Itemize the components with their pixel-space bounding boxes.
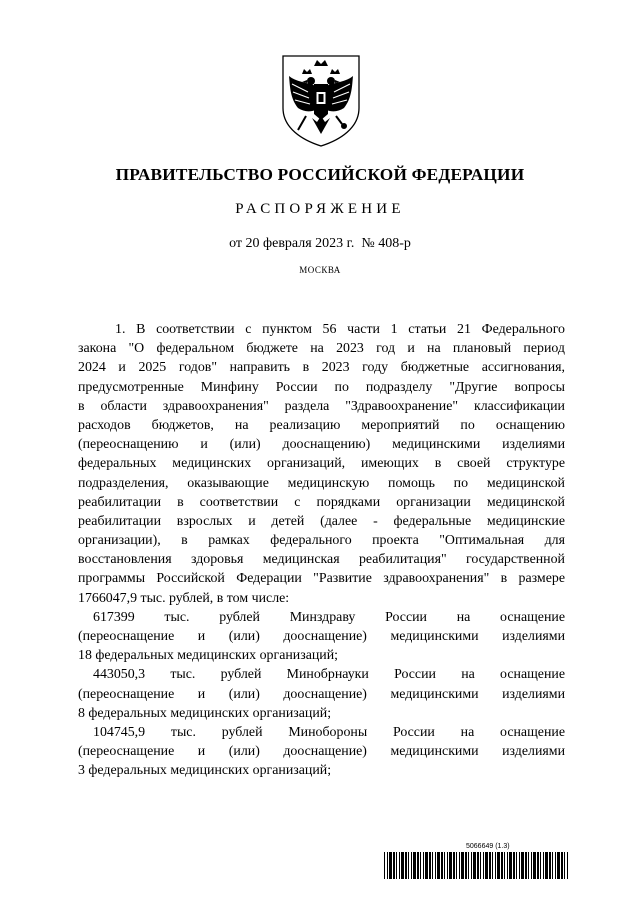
body-line: 104745,9 тыс. рублей Минобороны России на оснащение [93,724,565,740]
body-line: восстановления здоровья медицинская реабилитация" государственной [78,552,565,568]
body-line: (переоснащению и (или) дооснащению) медицинскими изделиями [78,437,565,453]
document-date: от 20 февраля 2023 г. [229,236,355,251]
body-line: 3 федеральных медицинских организаций; [78,763,332,779]
barcode-icon [384,852,568,879]
body-line: в области здравоохранения" раздела "Здравоохранение" классификации [78,398,565,414]
barcode-number: 5066649 (1.3) [466,843,510,850]
body-line: предусмотренные Минфину России по подразделу "Другие вопросы [78,379,565,395]
body-line: 2024 и 2025 годов" направить в 2023 году бюджетные ассигнования, [78,360,565,376]
government-title: ПРАВИТЕЛЬСТВО РОССИЙСКОЙ ФЕДЕРАЦИИ [115,165,525,184]
body-line: 617399 тыс. рублей Минздраву России на оснащение [93,609,565,625]
document-date-line [0,236,640,252]
body-line: 1766047,9 тыс. рублей, в том числе: [78,590,290,606]
body-line: реабилитации в соответствии с порядками организации медицинской [78,494,565,510]
body-line: закона "О федеральном бюджете на 2023 год и на плановый период [78,341,565,357]
body-line: (переоснащение и (или) дооснащение) медицинскими изделиями [78,744,565,760]
body-line: реабилитации взрослых и детей (далее - федеральные медицинские [78,513,565,529]
city-label: МОСКВА [299,265,341,275]
body-line: расходов бюджетов, на реализацию мероприятий по оснащению [78,417,565,433]
body-line: (переоснащение и (или) дооснащение) медицинскими изделиями [78,686,565,702]
body-line: 1. В соответствии с пунктом 56 части 1 статьи 21 Федерального [115,322,565,337]
document-number: № 408-р [361,236,411,251]
document-type-heading: РАСПОРЯЖЕНИЕ [235,201,405,217]
coat-of-arms-icon [278,52,364,148]
body-line: федеральных медицинских организаций, имеющих в своей структуре [78,456,565,472]
body-line: подразделения, оказывающие медицинскую помощь по медицинской [78,475,565,491]
body-line: 8 федеральных медицинских организаций; [78,705,332,721]
document-body [78,320,565,781]
body-line: (переоснащение и (или) дооснащение) медицинскими изделиями [78,629,565,644]
body-line: программы Российской Федерации "Развитие здравоохранения" в размере [78,571,565,587]
body-line: 18 федеральных медицинских организаций; [78,648,339,664]
body-line: 443050,3 тыс. рублей Минобрнауки России на оснащение [93,667,565,683]
body-line: организации), в рамках федерального проекта "Оптимальная для [78,533,565,549]
